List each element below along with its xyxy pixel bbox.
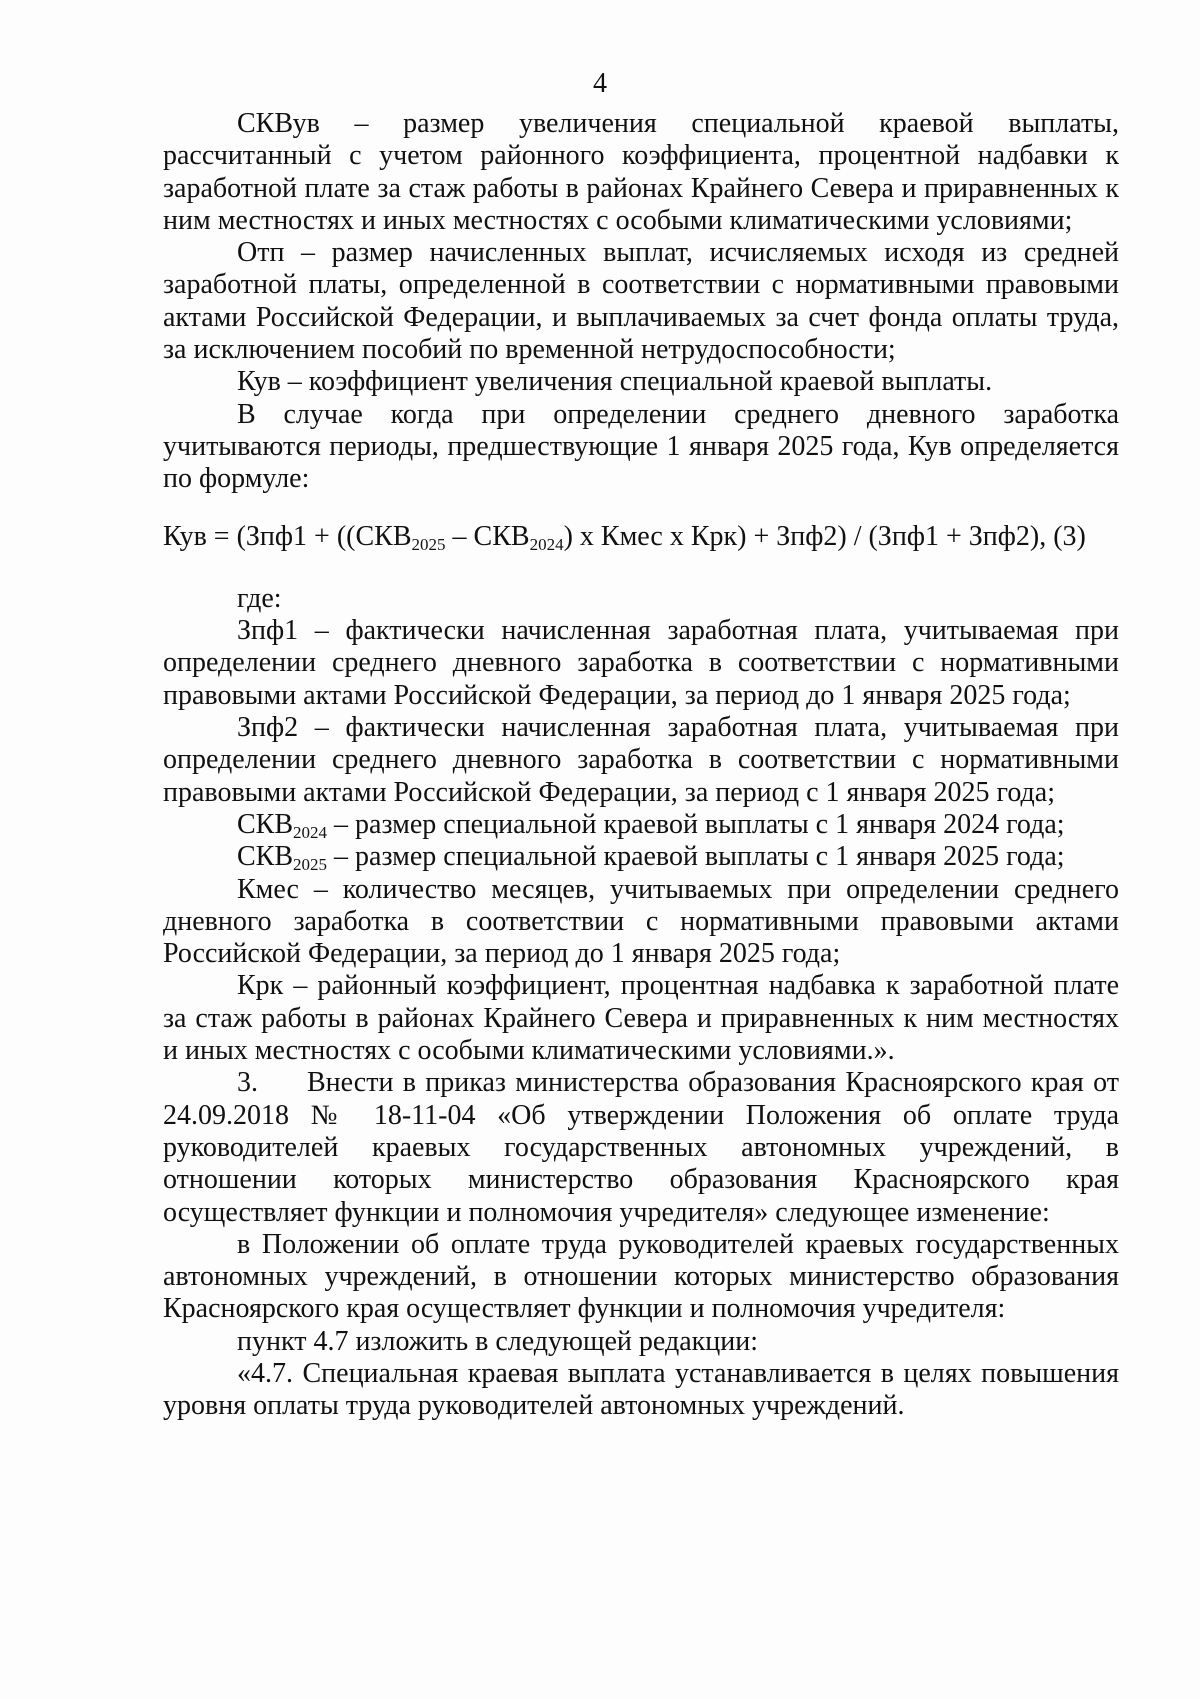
definition-kmes: Кмес – количество месяцев, учитываемых при определении среднего дневного заработка в соответствии с нормативными правовыми актами Российской Федерации, за период до 1 января 2025 года; <box>163 873 1119 970</box>
formula-part-2: – СКВ <box>445 520 530 552</box>
item-3-number: 3. <box>237 1067 258 1099</box>
document-body <box>163 108 1119 1423</box>
skv2024-text: – размер специальной краевой выплаты с 1 января 2024 года; <box>327 808 1065 840</box>
definition-skv2025 <box>163 841 1119 873</box>
formula-intro: В случае когда при определении среднего дневного заработка учитываются периоды, предшествующие 1 января 2025 года, Кув определяется по формуле: <box>163 398 1119 495</box>
skv2024-prefix: СКВ <box>237 808 294 840</box>
where-label: где: <box>237 582 282 614</box>
item-3 <box>163 1067 1119 1228</box>
point-4-7-text: «4.7. Специальная краевая выплата устанавливается в целях повышения уровня оплаты труда руководителей автономных учреждений. <box>163 1357 1119 1422</box>
page-number: 4 <box>593 68 607 99</box>
formula-part-3: ) x Кмес x Крк) + Зпф2) / (Зпф1 + Зпф2), (3) <box>563 520 1086 552</box>
definition-otp: Отп – размер начисленных выплат, исчисляемых исходя из средней заработной платы, определенной в соответствии с нормативными правовыми актами Российской Федерации, и выплачиваемых за счет фонда оплаты труда, за исключением пособий по временной нетрудоспособности; <box>163 237 1119 366</box>
skv2025-prefix: СКВ <box>237 841 294 873</box>
definition-krk: Крк – районный коэффициент, процентная надбавка к заработной плате за стаж работы в районах Крайнего Севера и приравненных к ним местностях и иных местностях с особыми климатическими условиями.». <box>163 970 1119 1067</box>
definition-zpf2: Зпф2 – фактически начисленная заработная плата, учитываемая при определении среднего дневного заработка в соответствии с нормативными правовыми актами Российской Федерации, за период с 1 января 2025 года; <box>163 712 1119 808</box>
skv2025-subscript: 2025 <box>293 855 328 875</box>
formula-part-1: Кув = (Зпф1 + ((СКВ <box>163 520 412 552</box>
formula-subscript-2024: 2024 <box>529 534 564 554</box>
skv2024-subscript: 2024 <box>293 822 328 842</box>
regulation-paragraph: в Положении об оплате труда руководителей краевых государственных автономных учреждений, в отношении которых министерство образования Красноярского края осуществляет функции и полномочия учредителя: <box>163 1228 1119 1325</box>
item-3-text: Внести в приказ министерства образования Красноярского края от 24.09.2018 № 18-11-04 «Об утверждении Положения об оплате труда руководителей краевых государственных автономных учреждений, в отношении которых министерство образования Красноярского края осуществляет функции и полномочия учредителя» следующее изменение: <box>163 1067 1119 1228</box>
definition-zpf1: Зпф1 – фактически начисленная заработная плата, учитываемая при определении среднего дневного заработка в соответствии с нормативными правовыми актами Российской Федерации, за период до 1 января 2025 года; <box>163 615 1119 711</box>
definition-skvuv: СКВув – размер увеличения специальной краевой выплаты, рассчитанный с учетом районного коэффициента, процентной надбавки к заработной плате за стаж работы в районах Крайнего Севера и приравненных к ним местностях и иных местностях с особыми климатическими условиями; <box>163 108 1119 236</box>
definition-skv2024 <box>163 809 1119 841</box>
point-4-7-instruction: пункт 4.7 изложить в следующей редакции: <box>237 1325 758 1357</box>
definition-kuv: Кув – коэффициент увеличения специальной краевой выплаты. <box>237 366 993 398</box>
skv2025-text: – размер специальной краевой выплаты с 1 января 2025 года; <box>327 841 1065 873</box>
formula-subscript-2025: 2025 <box>411 534 446 554</box>
formula-3 <box>163 521 1119 553</box>
